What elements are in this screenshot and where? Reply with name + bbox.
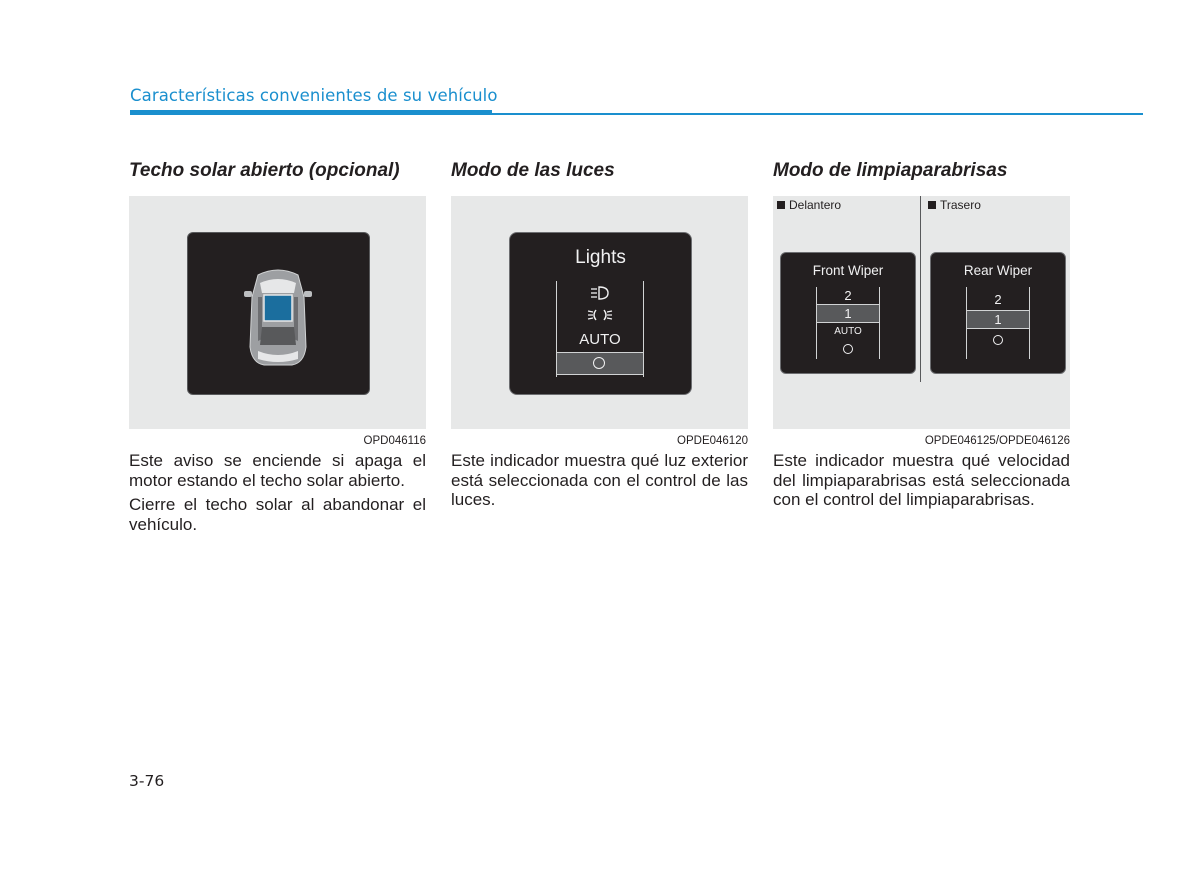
rear-wiper-display xyxy=(930,252,1066,374)
lights-mode-list xyxy=(556,281,644,377)
lights-auto-label: AUTO xyxy=(579,331,621,348)
car-sunroof-open-icon xyxy=(244,267,312,367)
figure-code: OPDE046125/OPDE046126 xyxy=(924,435,1070,447)
paragraph: Este indicador muestra qué luz exterior está seleccionada con el control de las luces. xyxy=(451,451,748,509)
lights-mode-display xyxy=(509,232,692,395)
off-icon xyxy=(993,335,1003,345)
wiper-section xyxy=(773,158,1070,510)
wiper-figure xyxy=(773,196,1070,429)
sunroof-section xyxy=(129,158,426,534)
wiper-row-selected: 1 xyxy=(817,304,879,323)
rear-wiper-label: Trasero xyxy=(928,198,981,212)
header-rule-accent xyxy=(130,110,492,114)
lights-section xyxy=(451,158,748,510)
headlamp-icon xyxy=(589,285,611,301)
section-title: Modo de las luces xyxy=(451,160,615,181)
rear-wiper-title: Rear Wiper xyxy=(963,263,1033,278)
figure-code: OPD046116 xyxy=(363,435,426,447)
paragraph: Cierre el techo solar al abandonar el vehículo. xyxy=(129,495,426,534)
sunroof-figure xyxy=(129,196,426,429)
square-bullet-icon xyxy=(777,201,785,209)
off-icon xyxy=(843,344,853,354)
lights-off-row xyxy=(557,352,643,375)
wiper-row-selected: 1 xyxy=(967,310,1029,329)
lights-panel-title: Lights xyxy=(575,247,626,268)
wiper-off-row xyxy=(967,331,1029,348)
page-number: 3-76 xyxy=(129,772,165,790)
front-wiper-label: Delantero xyxy=(777,198,841,212)
figure-divider xyxy=(920,196,921,382)
paragraph: Este aviso se enciende si apaga el motor estando el techo solar abierto. xyxy=(129,451,426,490)
rear-wiper-mode-list xyxy=(966,287,1030,359)
section-title: Techo solar abierto (opcional) xyxy=(129,160,400,181)
off-icon xyxy=(593,357,605,369)
wiper-row: AUTO xyxy=(834,326,862,337)
front-wiper-title: Front Wiper xyxy=(812,263,884,278)
sunroof-warning-display xyxy=(187,232,370,395)
section-header-title: Características convenientes de su vehículo xyxy=(130,86,498,105)
front-wiper-display xyxy=(780,252,916,374)
wiper-row: 2 xyxy=(844,288,852,303)
front-wiper-mode-list xyxy=(816,287,880,359)
square-bullet-icon xyxy=(928,201,936,209)
section-title: Modo de limpiaparabrisas xyxy=(773,160,1008,181)
figure-code: OPDE046120 xyxy=(677,435,748,447)
wiper-off-row xyxy=(817,340,879,357)
paragraph: Este indicador muestra qué velocidad del limpiaparabrisas está seleccionada con el control del limpiaparabrisas. xyxy=(773,451,1070,509)
wiper-row: 2 xyxy=(994,292,1002,307)
lights-figure xyxy=(451,196,748,429)
position-lamp-icon xyxy=(587,307,613,323)
